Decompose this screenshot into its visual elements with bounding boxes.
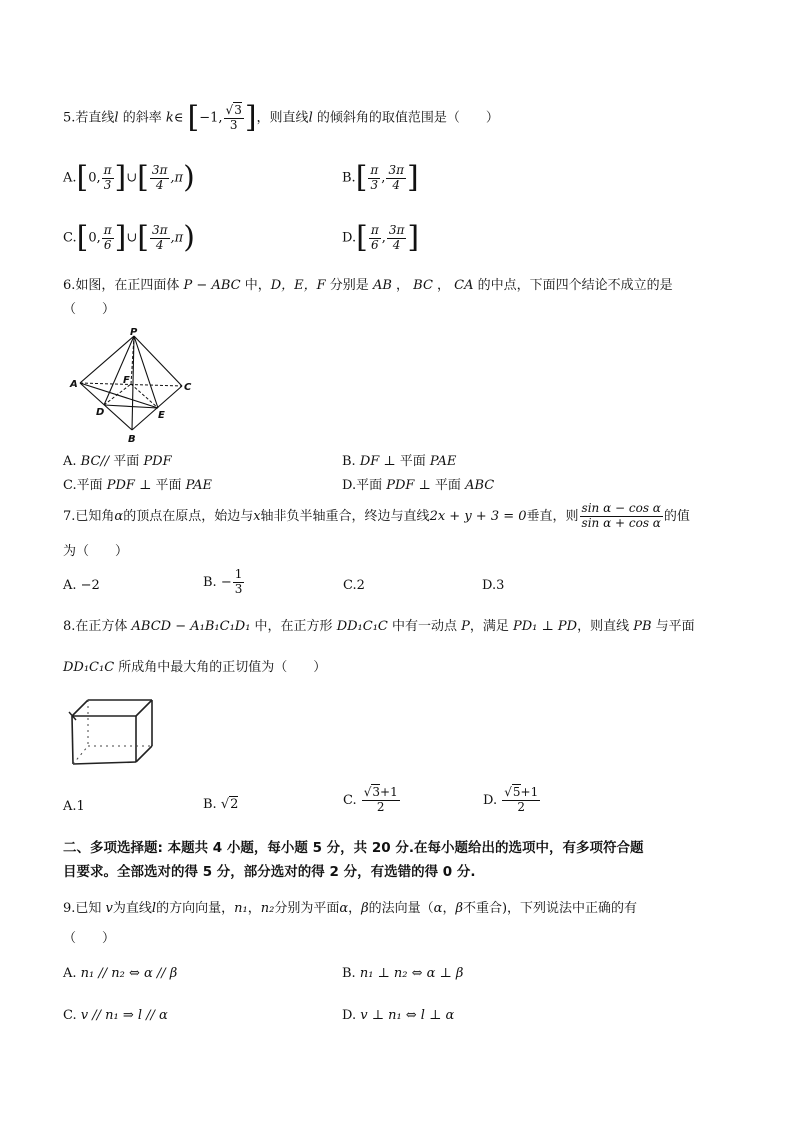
q9-alpha2: α [433, 901, 443, 916]
label-b: B [128, 434, 136, 444]
q8-plane: DD₁C₁C [63, 660, 115, 675]
q7-text-d: 垂直，则 [526, 508, 579, 524]
q5-c-den1: 6 [103, 237, 112, 252]
q5-a-label: A. [63, 170, 77, 186]
q5-option-c[interactable] [63, 220, 195, 255]
q9-beta2: β [455, 901, 463, 916]
label-d: D [96, 407, 105, 418]
q5-k: k [165, 110, 174, 126]
q7-x: x [253, 508, 261, 524]
q7-alpha: α [114, 508, 124, 524]
q9-option-a[interactable] [63, 966, 177, 983]
cube-front-bottom [73, 762, 136, 764]
q9-option-c[interactable] [63, 1008, 168, 1025]
bracket: [ [137, 160, 149, 195]
q6-stem-line1 [63, 278, 673, 295]
q9-d-label: D. [342, 1008, 361, 1023]
q9-text-j: 不重合)，下列说法中正确的有 [462, 901, 638, 916]
q5-bracket-open: [ [187, 100, 200, 135]
q5-a-num2: 3π [151, 162, 168, 177]
q6-ab: AB [372, 278, 392, 293]
q7-text-c: 轴非负半轴重合，终边与直线 [260, 508, 430, 524]
q7-option-b[interactable] [203, 568, 245, 597]
q7-fraction [580, 502, 663, 531]
q6-b-math: DF ⊥ [359, 454, 396, 469]
q5-c-label: C. [63, 230, 77, 246]
q7-den: sin α + cos α [581, 515, 661, 530]
q5-c-end: ,π [170, 230, 184, 246]
q8-c-den: 2 [376, 799, 385, 814]
label-p: P [130, 327, 138, 338]
q9-option-b[interactable] [342, 966, 463, 983]
q5-option-a[interactable] [63, 160, 195, 195]
q8-b-radicand: 2 [230, 797, 239, 812]
cube-top-left [72, 700, 88, 716]
q8-d-plus: +1 [520, 785, 539, 799]
q5-d-den2: 4 [392, 237, 401, 252]
bracket: [ [76, 160, 89, 195]
q8-b-root: √2 [220, 797, 239, 812]
q5-b-den1: 3 [370, 177, 379, 192]
section2-line2: 目要求。全部选对的得 5 分，部分选对的得 2 分，有选错的得 0 分. [63, 864, 476, 880]
q6-text-j: 的中点，下面四个结论不成立的是 [473, 278, 673, 293]
q5-d-label: D. [342, 230, 357, 246]
q8-c-radicand: 3 [372, 785, 381, 799]
edge-pc [134, 336, 182, 386]
q7-option-c[interactable]: C.2 [343, 578, 365, 593]
q5-a-num1: π [103, 162, 112, 177]
q9-text-c: 的方向向量， [156, 901, 235, 916]
q9-text-a: 9.已知 [63, 901, 106, 916]
edge-pb [132, 336, 134, 430]
q6-c-label: C.平面 [63, 478, 107, 493]
q7-text-a: 7.已知角 [63, 508, 115, 524]
bracket: [ [76, 220, 89, 255]
q8-option-b[interactable] [203, 797, 238, 814]
q8-text-f: 与平面 [651, 619, 695, 634]
q8-pb: PB [633, 619, 652, 634]
q9-alpha: α [339, 901, 349, 916]
q9-n1: n₁ [234, 901, 248, 916]
q7-text-b: 的顶点在原点，始边与 [123, 508, 254, 524]
bracket: ] [407, 220, 420, 255]
q5-b-num2: 3π [388, 162, 404, 177]
q5-c-num2: 3π [151, 222, 168, 237]
q6-c-math: PDF ⊥ [106, 478, 152, 493]
q8-cond: PD₁ ⊥ PD [513, 619, 578, 634]
q5-l2: l [308, 110, 313, 126]
bracket: [ [356, 220, 368, 255]
cube-top-right [136, 700, 152, 716]
label-f: F [123, 375, 130, 386]
q6-sep2: ， [432, 278, 455, 293]
q5-fraction: $\frac{√3}{3}$ [225, 102, 242, 132]
q7-stem-line2: 为（ ） [63, 544, 129, 559]
q5-a-frac2 [150, 164, 170, 193]
q6-tetra: P − ABC [183, 278, 241, 293]
q5-mid2: ，则直线 [256, 110, 309, 126]
q5-suffix: 的倾斜角的取值范围是（ ） [312, 110, 499, 126]
q8-text-d: ，满足 [469, 619, 514, 634]
q8-text-b: 中，在正方形 [250, 619, 337, 634]
q7-option-a[interactable]: A. −2 [63, 578, 100, 593]
q6-option-d[interactable] [342, 478, 494, 495]
q9-a-math: n₁ // n₂ ⇔ α // β [80, 966, 178, 981]
q8-text-line2: 所成角中最大角的正切值为（ ） [114, 660, 327, 675]
edge-pd [104, 336, 134, 405]
q5-c-union: ∪ [126, 230, 138, 246]
q8-c-frac: $\frac{√3+1}{2}$ [363, 785, 398, 814]
q5-range-a: −1, [199, 110, 223, 126]
q6-text-b: 中， [240, 278, 271, 293]
q8-d-label: D. [483, 792, 502, 808]
edge-pe [134, 336, 158, 408]
q9-d-math: v ⊥ n₁ ⇔ l ⊥ α [360, 1008, 455, 1023]
q5-b-num1: π [370, 162, 379, 177]
q6-d-math: PDF ⊥ [386, 478, 431, 493]
q6-d-plane: ABC [465, 478, 495, 493]
q9-text-b: 为直线 [112, 901, 152, 916]
q5-c-frac2 [150, 224, 170, 253]
q8-c-plus: +1 [380, 785, 398, 799]
q6-a-plane: PDF [143, 454, 172, 469]
q6-c-text: 平面 [151, 478, 186, 493]
q8-d-radicand: 5 [512, 785, 521, 799]
q5-a-end: ,π [170, 170, 184, 186]
q6-points: D，E，F [270, 278, 326, 293]
q7-line-eq: 2x + y + 3 = 0 [429, 508, 527, 524]
q9-beta: β [361, 901, 369, 916]
q8-c-label: C. [343, 792, 361, 808]
q9-n2: n₂ [260, 901, 275, 916]
q5-d-frac1 [369, 224, 381, 253]
q6-text-a: 6.如图，在正四面体 [63, 278, 184, 293]
q5-a-den2: 4 [155, 177, 164, 192]
cube-figure [66, 694, 158, 768]
q9-stem-line2: （ ） [63, 931, 116, 946]
q8-text-a: 8.在正方体 [63, 619, 132, 634]
cube-hidden-diagonal [73, 746, 88, 764]
q6-a-label: A. [63, 454, 81, 469]
q5-option-b[interactable] [342, 160, 419, 195]
bracket: ] [114, 160, 127, 195]
q5-d-frac2 [387, 224, 407, 253]
q6-c-plane: PAE [185, 478, 213, 493]
q8-text-c: 中有一动点 [387, 619, 462, 634]
q9-text-e: ， [348, 901, 362, 916]
q6-text-d: 分别是 [325, 278, 373, 293]
q6-b-plane: PAE [429, 454, 457, 469]
q6-option-b[interactable] [342, 454, 456, 471]
comma: , [381, 230, 386, 246]
q5-sqrt3: 3 [234, 102, 242, 117]
q6-b-text: 平面 [395, 454, 430, 469]
q8-option-a[interactable]: A.1 [63, 799, 85, 814]
q8-text-e: ，则直线 [577, 619, 634, 634]
q8-stem-line2 [63, 660, 326, 677]
q9-option-d[interactable] [342, 1008, 454, 1025]
q9-a-label: A. [63, 966, 81, 981]
bracket: ] [114, 220, 127, 255]
q5-d-num1: π [370, 222, 379, 237]
q5-d-den1: 6 [370, 237, 379, 252]
q5-mid1: 的斜率 [118, 110, 162, 126]
q6-option-a[interactable] [63, 454, 172, 471]
q5-b-den2: 4 [392, 177, 401, 192]
bracket: ) [183, 220, 195, 255]
q7-num: sin α − cos α [581, 501, 661, 515]
q5-option-d[interactable] [342, 220, 420, 255]
q5-a-union: ∪ [126, 170, 138, 186]
q9-l: l [151, 901, 157, 916]
q6-option-c[interactable] [63, 478, 212, 495]
q5-d-num2: 3π [388, 222, 405, 237]
bracket: ) [183, 160, 195, 195]
q5-c-num1: π [103, 222, 112, 237]
q5-c-start: 0, [88, 230, 101, 246]
q8-d-den: 2 [517, 799, 526, 814]
q5-in: ∈ [173, 110, 184, 126]
q7-b-den: 3 [234, 581, 243, 596]
q5-a-den1: 3 [103, 177, 112, 192]
q5-a-start: 0, [88, 170, 101, 186]
tetrahedron-figure [68, 326, 198, 444]
comma: , [381, 170, 386, 186]
q5-stem [63, 100, 499, 135]
q9-b-label: B. [342, 966, 360, 981]
q5-c-frac1 [102, 224, 114, 253]
bracket: ] [406, 160, 419, 195]
q9-b-math: n₁ ⊥ n₂ ⇔ α ⊥ β [359, 966, 464, 981]
q8-stem-line1 [63, 619, 695, 636]
q7-stem-line1 [63, 502, 690, 531]
q9-comma: ， [247, 901, 261, 916]
q6-b-label: B. [342, 454, 360, 469]
q6-bc: BC [413, 278, 433, 293]
q6-sep1: ， [391, 278, 414, 293]
q5-b-label: B. [342, 170, 356, 186]
q8-option-d[interactable] [483, 786, 541, 815]
q8-b-label: B. [203, 797, 221, 812]
q9-v: v [105, 901, 113, 916]
q5-prefix: 5.若直线 [63, 110, 115, 126]
cube-bottom-right [136, 746, 152, 762]
q5-bracket-close: ] [244, 100, 257, 135]
q9-stem-line1 [63, 901, 637, 918]
q7-option-d[interactable]: D.3 [482, 578, 505, 593]
q6-d-label: D.平面 [342, 478, 387, 493]
q8-cube: ABCD − A₁B₁C₁D₁ [131, 619, 251, 634]
bracket: [ [137, 220, 149, 255]
q9-text-d: 分别为平面 [274, 901, 340, 916]
q8-square: DD₁C₁C [336, 619, 388, 634]
q9-c-math: v // n₁ ⇒ l // α [80, 1008, 168, 1023]
cube-front-left [72, 716, 73, 764]
label-c: C [184, 382, 192, 393]
q9-c-label: C. [63, 1008, 81, 1023]
q7-b-num: 1 [234, 567, 243, 581]
q5-den: 3 [229, 117, 238, 132]
edge-ae [80, 383, 158, 408]
q8-d-frac: $\frac{√5+1}{2}$ [504, 785, 539, 814]
q7-text-e: 的值 [663, 508, 690, 524]
q5-c-den2: 4 [155, 237, 164, 252]
q5-l1: l [114, 110, 119, 126]
q6-stem-line2: （ ） [63, 302, 116, 317]
q6-ca: CA [454, 278, 474, 293]
label-a: A [70, 379, 78, 390]
q5-a-frac1 [102, 164, 114, 193]
q9-text-f: 的法向量（ [368, 901, 434, 916]
section2-line1: 二、多项选择题: 本题共 4 小题，每小题 5 分，共 20 分.在每小题给出的选项中，有多项符合题 [63, 840, 644, 856]
q5-b-frac1 [368, 164, 380, 193]
q6-a-math: BC// [80, 454, 110, 469]
q9-text-h: ， [442, 901, 456, 916]
q5-b-frac2 [386, 164, 406, 193]
q7-b-label: B. − [203, 574, 232, 590]
q6-d-text: 平面 [430, 478, 466, 493]
bracket: [ [355, 160, 368, 195]
label-e: E [158, 410, 165, 421]
q7-b-frac [233, 568, 245, 597]
q8-option-c[interactable] [343, 786, 401, 815]
q8-p: P [461, 619, 470, 634]
q6-a-text: 平面 [109, 454, 144, 469]
